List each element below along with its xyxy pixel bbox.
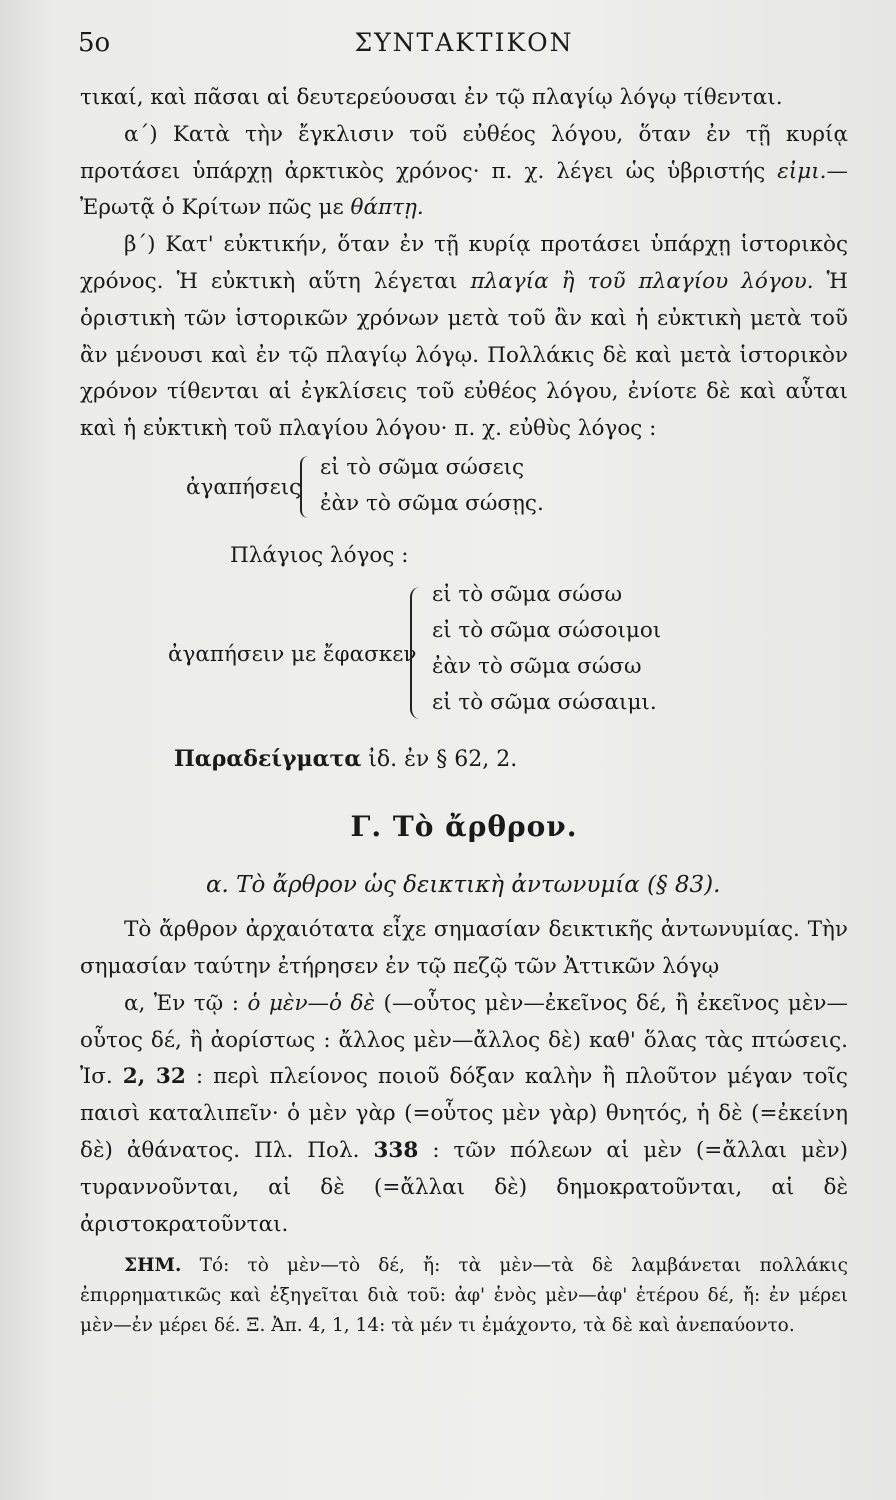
direct-speech-example bbox=[80, 452, 848, 532]
brace-bracket bbox=[300, 456, 312, 518]
subsection-title: α. Τὸ ἄρθρον ὡς δεικτικὴ ἀντωνυμία (§ 83). bbox=[206, 872, 721, 899]
note-paragraph bbox=[80, 1251, 848, 1341]
paragraph-article-2 bbox=[80, 986, 848, 1244]
paragraph-1: τικαί, καὶ πᾶσαι αἱ δευτερεύουσαι ἐν τῷ πλαγίῳ λόγῳ τίθενται. bbox=[80, 85, 783, 110]
brace-line: εἰ τὸ σῶμα σώσω bbox=[432, 581, 623, 607]
p5-text-4: : τῶν πόλεων αἱ μὲν (=ἄλλαι μὲν) τυραννοῦνται, αἱ δὲ (=ἄλλαι δὲ) δημοκρατοῦνται, αἱ δὲ ἀριστοκρατοῦνται. bbox=[80, 1137, 848, 1237]
brace-line: εἰ τὸ σῶμα σώσεις bbox=[320, 454, 525, 480]
paragraph-a-italic: εἰμι. bbox=[777, 158, 827, 184]
page-body bbox=[80, 80, 848, 1341]
examples-ref: ἰδ. ἐν § 62, 2. bbox=[368, 746, 518, 772]
brace-line: εἰ τὸ σῶμα σώσοιμοι bbox=[432, 617, 662, 643]
paragraph-a bbox=[80, 117, 848, 227]
running-title: ΣΥΝΤΑΚΤΙΚΟΝ bbox=[354, 28, 574, 57]
p5-ref-2: 338 bbox=[373, 1137, 419, 1163]
note-label: ΣΗΜ. bbox=[124, 1255, 182, 1277]
indirect-speech-example bbox=[80, 579, 848, 735]
paragraph-b-text: β΄) Κατ' εὐκτικήν, ὅταν ἐν τῇ κυρίᾳ προτάσει ὑπάρχῃ ἱστορικὸς χρόνος. Ἡ εὐκτικὴ αὕτη λέγεται bbox=[80, 232, 848, 294]
examples-line bbox=[174, 741, 848, 779]
paragraph-a-text-2: — Ἐρωτᾷ ὁ Κρίτων πῶς με bbox=[80, 158, 848, 221]
brace-label: ἀγαπήσειν με ἔφασκεν bbox=[168, 641, 417, 667]
examples-prefix: Παραδείγματα bbox=[174, 745, 362, 772]
p5-text-3: : περὶ πλείονος ποιοῦ δόξαν καλὴν ἢ πλοῦτον μέγαν τοῖς παισὶ καταλιπεῖν· ὁ μὲν γὰρ (=οὗτος μὲν γὰρ) θνητός, ἡ δὲ (=ἐκείνη δὲ) ἀθάνατος. Πλ. Πολ. bbox=[80, 1064, 848, 1163]
p5-italic: ὁ μὲν—ὁ δὲ bbox=[247, 990, 375, 1016]
page-number: 5o bbox=[78, 28, 111, 58]
p5-ref: 2, 32 bbox=[122, 1064, 186, 1090]
paragraph-b bbox=[80, 227, 848, 448]
p5-text: α, Ἐν τῷ : bbox=[124, 990, 239, 1016]
brace-label: ἀγαπήσεις bbox=[186, 474, 302, 500]
paragraph-a-italic-2: θάπτῃ. bbox=[350, 195, 424, 221]
plagios-heading: Πλάγιος λόγος : bbox=[230, 542, 409, 568]
p5-text-2: (—οὗτος μὲν—ἐκεῖνος δέ, ἢ ἐκεῖνος μὲν—οὗτος δέ, ἢ ἀορίστως : ἄλλος μὲν—ἄλλος δὲ) καθ' ὅλας τὰς πτώσεις. Ἰσ. bbox=[80, 990, 849, 1090]
brace-line: ἐὰν τὸ σῶμα σώσω bbox=[432, 653, 642, 679]
brace-line: εἰ τὸ σῶμα σώσαιμι. bbox=[432, 689, 657, 715]
paragraph-a-text: α΄) Κατὰ τὴν ἔγκλισιν τοῦ εὐθέος λόγου, ὅταν ἐν τῇ κυρίᾳ προτάσει ὑπάρχῃ ἀρκτικὸς χρόνος· π. χ. λέγει ὡς ὑβριστής bbox=[80, 121, 848, 184]
section-title: Γ. Τὸ ἄρθρον. bbox=[350, 809, 578, 843]
paragraph-article: Τὸ ἄρθρον ἀρχαιότατα εἶχε σημασίαν δεικτικῆς ἀντωνυμίας. Τὴν σημασίαν ταύτην ἐτήρησεν ἐν τῷ πεζῷ τῶν Ἀττικῶν λόγῳ bbox=[80, 917, 848, 979]
note-text: Τό: τὸ μὲν—τὸ δέ, ἤ: τὰ μὲν—τὰ δὲ λαμβάνεται πολλάκις ἐπιρρηματικῶς καὶ ἐξηγεῖται διὰ τοῦ: ἀφ' ἑνὸς μὲν—ἀφ' ἑτέρου δέ, ἤ: ἐν μέρει μὲν—ἐν μέρει δέ. Ξ. Ἀπ. 4, 1, 14: τὰ μέν τι ἐμάχοντο, τὰ δὲ καὶ ἀνεπαύοντο. bbox=[80, 1255, 848, 1337]
paragraph-b-text-2: Ἡ ὁριστικὴ τῶν ἱστορικῶν χρόνων μετὰ τοῦ ἂν καὶ ἡ εὐκτικὴ μετὰ τοῦ ἂν μένουσι καὶ ἐν τῷ πλαγίῳ λόγῳ. Πολλάκις δὲ καὶ μετὰ ἱστορικὸν χρόνον τίθενται αἱ ἐγκλίσεις τοῦ εὐθέος λόγου, ἐνίοτε δὲ καὶ αὗται καὶ ἡ εὐκτικὴ τοῦ πλαγίου λόγου· π. χ. εὐθὺς λόγος : bbox=[80, 268, 848, 442]
page-header bbox=[78, 28, 850, 64]
brace-line: ἐὰν τὸ σῶμα σώσῃς. bbox=[320, 490, 544, 516]
brace-bracket bbox=[410, 587, 424, 719]
paragraph-b-italic: πλαγία ἢ τοῦ πλαγίου λόγου. bbox=[470, 268, 814, 294]
